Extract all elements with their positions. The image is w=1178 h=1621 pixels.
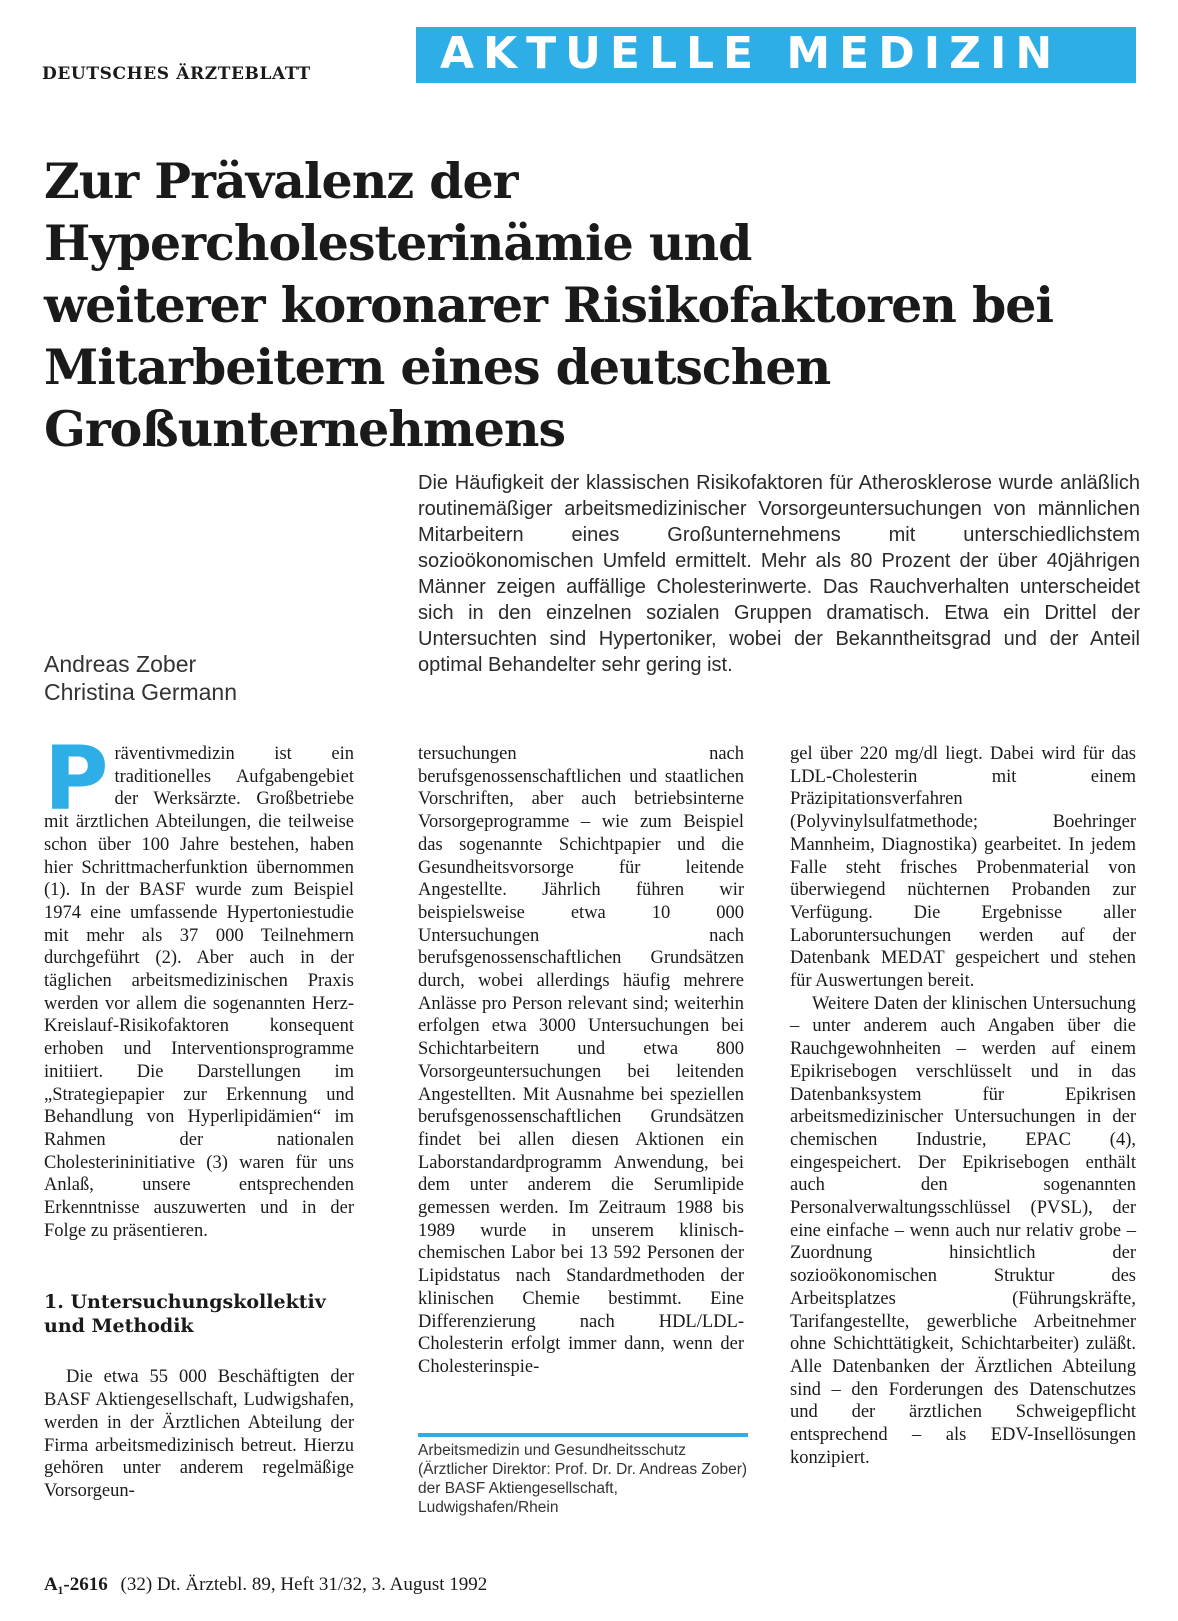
title-line: Hypercholesterinämie und <box>44 214 752 272</box>
section-heading: 1. Untersuchungskollektiv und Methodik <box>44 1291 326 1338</box>
body-paragraph: tersuchungen nach berufsgenossenschaftlichen und staatlichen Vorschriften, aber auch betriebsinterne Vorsorgeprogramme – wie zum Beispiel das sogenannte Schichtpapier und die Gesundheitsvorsorge für leitende Angestellte. Jährlich führen wir beispielsweise etwa 10 000 Untersuchungen nach berufsgenossenschaftlichen Grundsätzen durch, wobei allerdings häufig mehrere Anlässe pro Person relevant sind; weiterhin erfolgen etwa 3000 Untersuchungen bei Schichtarbeitern und etwa 800 Vorsorgeuntersuchungen bei leitenden Angestellten. Mit Ausnahme bei speziellen berufsgenossenschaftlichen Grundsätzen findet bei allen diesen Aktionen ein Laborstandardprogramm Anwendung, bei dem unter anderem die Serumlipide gemessen werden. Im Zeitraum 1988 bis 1989 wurde in unserem klinisch-chemischen Labor bei 13 592 Personen der Lipidstatus nach Standardmethoden der klinischen Chemie bestimmt. Eine Differenzierung nach HDL/LDL-Cholesterin erfolgt immer dann, wenn der Cholesterinspie- <box>418 744 744 1377</box>
authors <box>44 650 237 706</box>
section-banner <box>416 27 1136 83</box>
affiliation-footnote: Arbeitsmedizin und Gesundheitsschutz (Ärztlicher Direktor: Prof. Dr. Dr. Andreas Zober) der BASF Aktiengesellschaft, Ludwigshafen/Rhein <box>418 1442 748 1516</box>
citation: (32) Dt. Ärztebl. 89, Heft 31/32, 3. August 1992 <box>120 1574 488 1595</box>
article-title <box>44 150 1154 460</box>
body-column-2 <box>418 743 744 1379</box>
intro-text: räventivmedizin ist ein traditionelles Aufgabengebiet der Werksärzte. Großbetriebe mit ärztlichen Abteilungen, die teilweise schon über 100 Jahre bestehen, haben hier Schrittmacherfunktion übernommen (1). In der BASF wurde zum Beispiel 1974 eine umfassende Hypertoniestudie mit mehr als 37 000 Teilnehmern durchgeführt (2). Aber auch in der täglichen arbeitsmedizinischen Praxis werden vor allem die sogenannten Herz-Kreislauf-Risikofaktoren konsequent erhoben und Interventionsprogramme initiiert. Die Darstellungen im „Strategiepapier zur Erkennung und Behandlung von Hyperlipidämien“ im Rahmen der nationalen Cholesterininitiative (3) waren für uns Anlaß, unsere entsprechenden Erkenntnisse auszuwerten und in der Folge zu präsentieren. <box>44 744 354 1241</box>
drop-cap: P <box>44 727 109 830</box>
author-name: Andreas Zober <box>44 651 197 677</box>
body-paragraph: Weitere Daten der klinischen Untersuchung – unter anderem auch Angaben über die Rauchgewohnheiten – werden auf einem Epikrisebogen verschlüsselt und in das Datenbanksystem für Epikrisen arbeitsmedizinischer Untersuchungen in der chemischen Industrie, EPAC (4), eingespeichert. Der Epikrisebogen enthält auch den sogenannten Personalverwaltungsschlüssel (PVSL), der eine einfache – wenn auch nur relativ grobe – Zuordnung hinsichtlich der sozioökonomischen Struktur des Arbeitsplatzes (Führungskräfte, Tarifangestellte, gewerbliche Arbeitnehmer ohne Schichttätigkeit, Schichtarbeiter) zuläßt. Alle Datenbanken der Ärztlichen Abteilung sind – den Forderungen des Datenschutzes und der ärztlichen Schweigepflicht entsprechend – als EDV-Insellösungen konzipiert. <box>790 993 1136 1468</box>
title-line: weiterer koronarer Risikofaktoren bei <box>44 276 1054 334</box>
body-column-3 <box>790 743 1136 1470</box>
section-label: AKTUELLE MEDIZIN <box>440 28 1062 79</box>
author-name: Christina Germann <box>44 679 238 705</box>
title-line: Zur Prävalenz der <box>44 152 518 210</box>
page-footer <box>44 1574 487 1596</box>
intro-paragraph <box>44 727 354 1242</box>
footnote-rule <box>418 1433 748 1437</box>
journal-name: DEUTSCHES ÄRZTEBLATT <box>42 64 311 84</box>
body-paragraph: Die etwa 55 000 Beschäftigten der BASF Aktiengesellschaft, Ludwigshafen, werden in der Ärztlichen Abteilung der Firma arbeitsmedizinisch betreut. Hierzu gehören unter anderem regelmäßige Vorsorgeun- <box>44 1367 354 1501</box>
title-line: Mitarbeitern eines deutschen <box>44 338 831 396</box>
body-column-1 <box>44 727 354 1503</box>
abstract: Die Häufigkeit der klassischen Risikofaktoren für Atherosklerose wurde anläßlich routinemäßiger arbeitsmedizinischer Vorsorgeuntersuchungen von männlichen Mitarbeitern eines Großunternehmens mit unterschiedlichstem sozioökonomischen Umfeld ermittelt. Mehr als 80 Prozent der über 40jährigen Männer zeigen auffällige Cholesterinwerte. Das Rauchverhalten unterscheidet sich in den einzelnen sozialen Gruppen dramatisch. Etwa ein Drittel der Untersuchten sind Hypertoniker, wobei der Bekanntheitsgrad und der Anteil optimal Behandelter sehr gering ist. <box>418 472 1140 676</box>
page-number: A₁-2616 <box>44 1574 108 1595</box>
title-line: Großunternehmens <box>44 400 566 458</box>
body-paragraph: gel über 220 mg/dl liegt. Dabei wird für das LDL-Cholesterin mit einem Präzipitationsverfahren (Polyvinylsulfatmethode; Boehringer Mannheim, Diagnostika) gearbeitet. In jedem Falle steht frisches Probenmaterial von überwiegend nüchternen Probanden zur Verfügung. Die Ergebnisse aller Laboruntersuchungen werden auf der Datenbank MEDAT gespeichert und stehen für Auswertungen bereit. <box>790 744 1136 992</box>
